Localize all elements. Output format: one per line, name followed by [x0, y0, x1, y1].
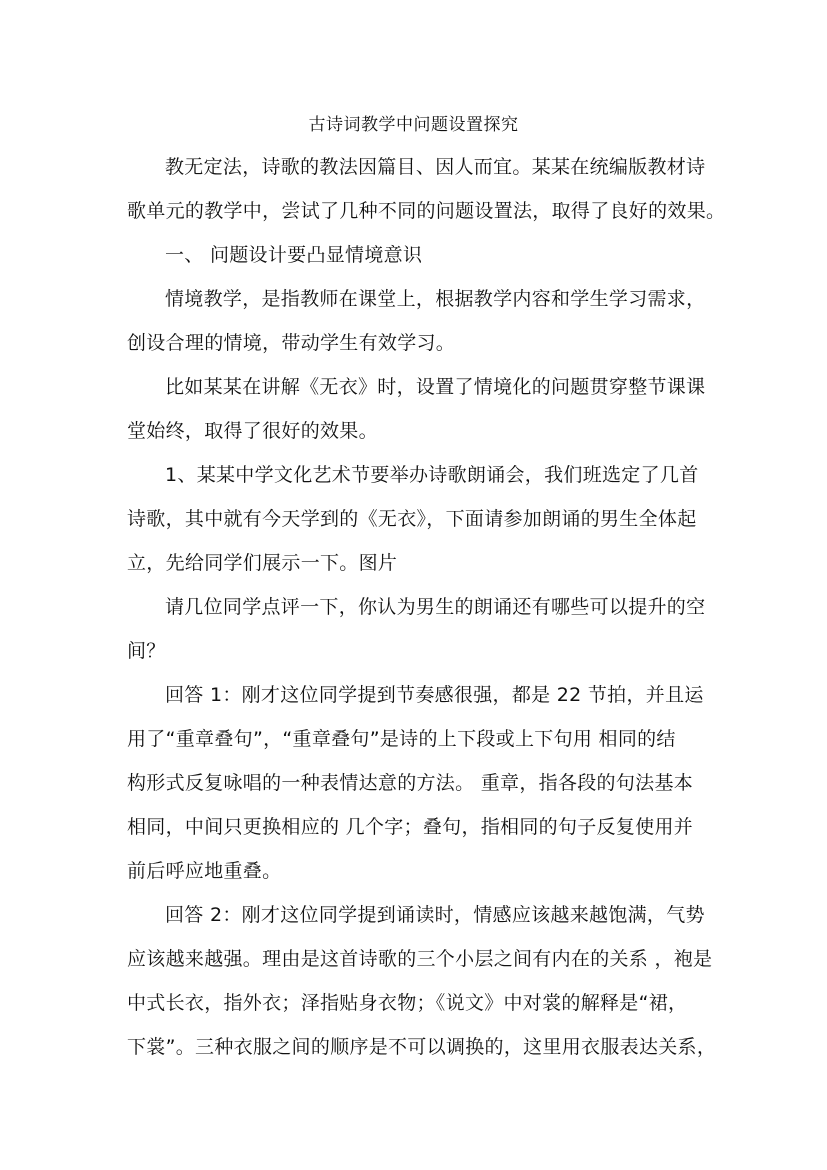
paragraph-line: 教无定法，诗歌的教法因篇目、因人而宜。某某在统编版教材诗 — [165, 156, 706, 178]
paragraph-line: 前后呼应地重叠。 — [127, 860, 282, 882]
paragraph-line: 回答 2：刚才这位同学提到诵读时，情感应该越来越饱满，气势 — [165, 904, 705, 926]
paragraph-line: 堂始终，取得了很好的效果。 — [127, 420, 378, 442]
paragraph-line: 回答 1：刚才这位同学提到节奏感很强，都是 22 节拍，并且运 — [165, 684, 704, 706]
paragraph-line: 比如某某在讲解《无衣》时，设置了情境化的问题贯穿整节课课 — [165, 376, 706, 398]
paragraph-line: 相同，中间只更换相应的 几个字；叠句，指相同的句子反复使用并 — [127, 816, 694, 838]
paragraph-line: 间？ — [127, 640, 166, 662]
section-heading: 一、 问题设计要凸显情境意识 — [165, 244, 423, 266]
paragraph-line: 下裳”。三种衣服之间的顺序是不可以调换的，这里用衣服表达关系， — [127, 1036, 717, 1058]
paragraph-line: 歌单元的教学中，尝试了几种不同的问题设置法，取得了良好的效果。 — [127, 200, 726, 222]
paragraph-line: 诗歌，其中就有今天学到的《无衣》，下面请参加朗诵的男生全体起 — [127, 508, 697, 530]
paragraph-line: 构形式反复咏唱的一种表情达意的方法。 重章，指各段的句法基本 — [127, 772, 694, 794]
paragraph-line: 中式长衣，指外衣；泽指贴身衣物；《说文》中对裳的解释是“裙， — [127, 992, 688, 1014]
paragraph-line: 情境教学，是指教师在课堂上，根据教学内容和学生学习需求， — [165, 288, 706, 310]
paragraph-line: 用了“重章叠句”，“重章叠句”是诗的上下段或上下句用 相同的结 — [127, 728, 676, 750]
document-title: 古诗词教学中问题设置探究 — [308, 115, 519, 135]
paragraph-line: 1、某某中学文化艺术节要举办诗歌朗诵会，我们班选定了几首 — [165, 464, 699, 486]
paragraph-line: 应该越来越强。理由是这首诗歌的三个小层之间有内在的关系 ，袍是 — [127, 948, 713, 970]
paragraph-line: 创设合理的情境，带动学生有效学习。 — [127, 332, 456, 354]
paragraph-line: 立，先给同学们展示一下。图片 — [127, 552, 398, 574]
paragraph-line: 请几位同学点评一下，你认为男生的朗诵还有哪些可以提升的空 — [165, 596, 706, 618]
